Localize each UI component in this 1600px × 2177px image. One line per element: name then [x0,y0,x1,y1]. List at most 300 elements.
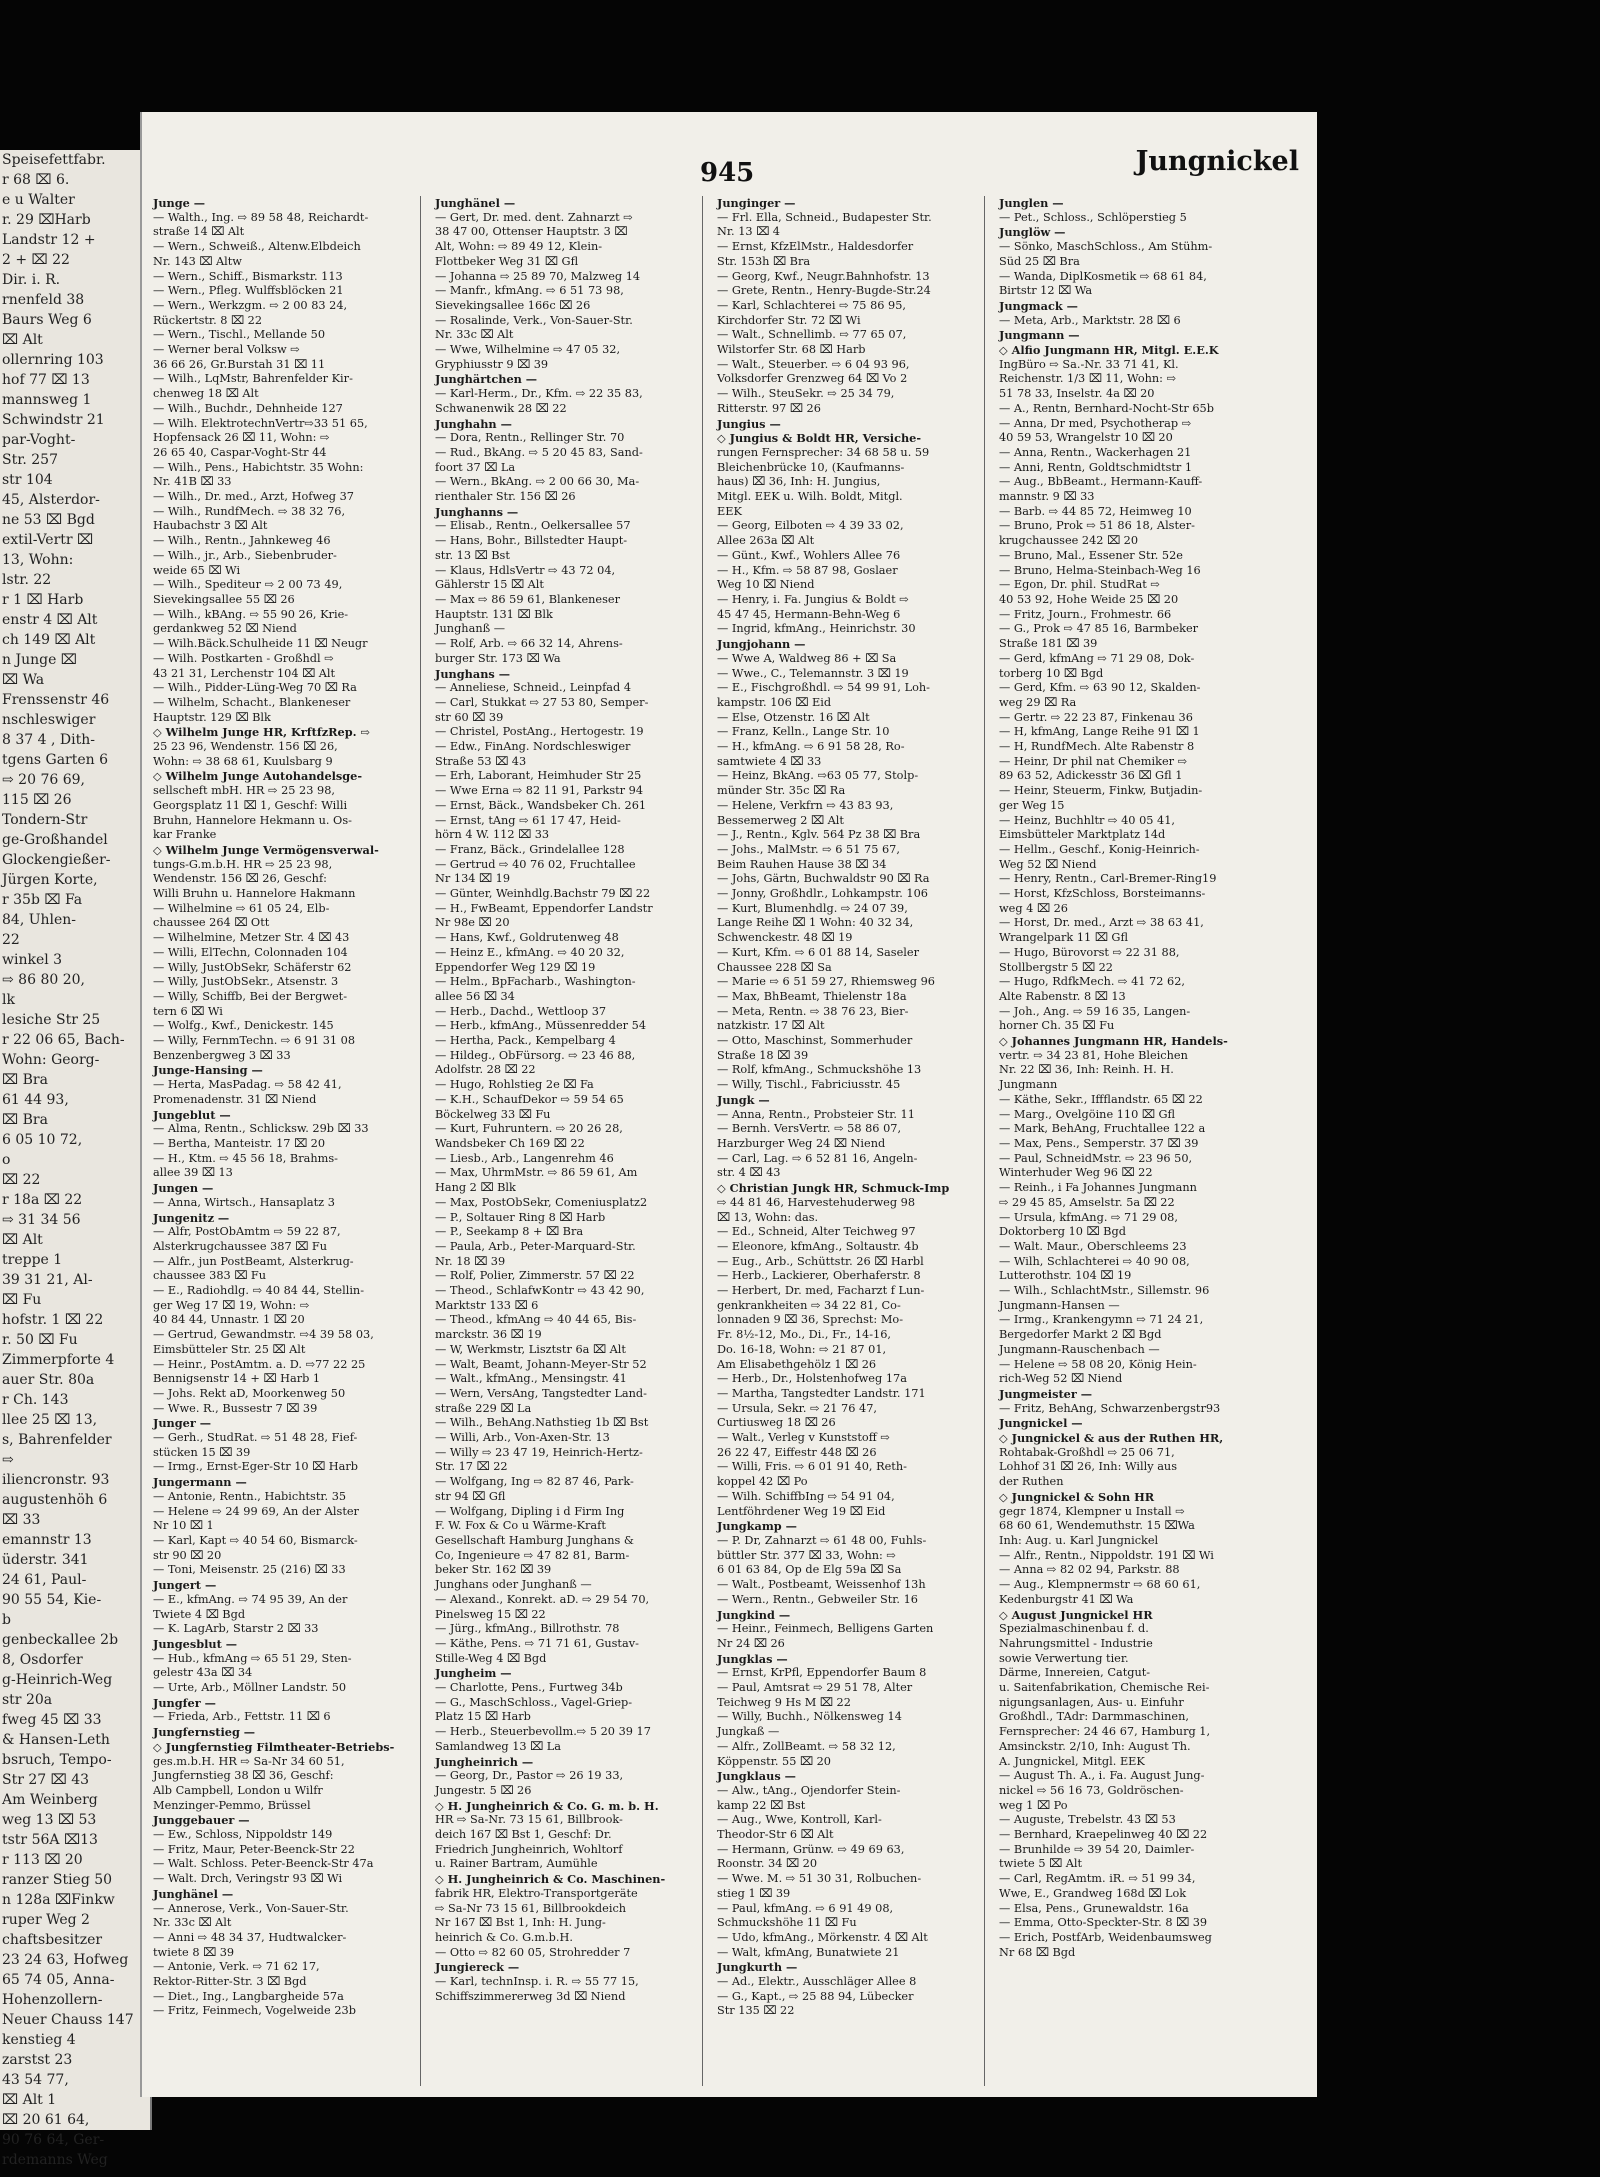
directory-entry-line: — Fritz, Feinmech, Vogelweide 23b [153,2004,356,2018]
directory-entry-line: — Grete, Rentn., Henry-Bugde-Str.24 [717,284,931,298]
margin-text-line: auer Str. 80a [2,1372,95,1388]
directory-entry-line: 38 47 00, Ottenser Hauptstr. 3 ⌧ [435,225,628,239]
directory-entry-line: 6 01 63 84, Op de Elg 59a ⌧ Sa [717,1563,902,1577]
directory-entry-line: — Irmg., Krankengymn ⇨ 71 24 21, [999,1313,1204,1327]
directory-entry-line: chaussee 383 ⌧ Fu [153,1269,267,1283]
margin-text-line: ranzer Stieg 50 [2,1872,113,1888]
directory-entry-line: — Otto ⇨ 82 60 05, Strohredder 7 [435,1945,631,1959]
directory-entry-line: — Georg, Kwf., Neugr.Bahnhofstr. 13 [717,269,930,283]
directory-entry-line: — Pet., Schloss., Schlöperstieg 5 [999,210,1187,224]
directory-entry-line: — Ursula, kfmAng. ⇨ 71 29 08, [999,1210,1178,1224]
directory-entry-line: — Helm., BpFacharb., Washington- [435,975,636,989]
directory-entry-line: — H, RundfMech. Alte Rabenstr 8 [999,740,1195,754]
directory-entry-line: — Alma, Rentn., Schlicksw. 29b ⌧ 33 [153,1122,369,1136]
column-3 [714,196,985,2086]
directory-entry-line: Curtiusweg 18 ⌧ 26 [717,1416,836,1430]
directory-entry-line: — Alfr, PostObAmtm ⇨ 59 22 87, [153,1225,341,1239]
directory-entry-line: — Gertrud, Gewandmstr. ⇨4 39 58 03, [153,1328,374,1342]
directory-entry-line: lonnaden 9 ⌧ 36, Sprechst: Mo- [717,1313,904,1327]
directory-entry-line: — Horst, Dr. med., Arzt ⇨ 38 63 41, [999,916,1204,930]
directory-entry-line: tungs-G.m.b.H. HR ⇨ 25 23 98, [153,857,333,871]
margin-text-line: Tondern-Str [2,812,88,828]
directory-entry-line: Wandsbeker Ch 169 ⌧ 22 [435,1137,585,1150]
margin-text-line: b [2,1612,11,1628]
directory-entry-line: — Bernhard, Kraepelinweg 40 ⌧ 22 [999,1828,1208,1842]
directory-entry-line: weg 1 ⌧ Po [999,1798,1068,1812]
directory-entry-line: — Wilh., kBAng. ⇨ 55 90 26, Krie- [153,607,349,621]
directory-entry-line: Straße 18 ⌧ 39 [717,1048,809,1062]
directory-entry-line: Nahrungsmittel - Industrie [999,1636,1153,1650]
directory-entry-line: — Rolf, Arb. ⇨ 66 32 14, Ahrens- [435,637,623,651]
directory-entry-line: — Bruno, Prok ⇨ 51 86 18, Alster- [999,519,1195,533]
margin-text-line: ⌧ Alt 1 [2,2092,57,2108]
directory-entry-line: Volksdorfer Grenzweg 64 ⌧ Vo 2 [717,372,908,386]
directory-entry-line: rich-Weg 52 ⌧ Niend [999,1372,1123,1386]
directory-entry-line: — Rosalinde, Verk., Von-Sauer-Str. [435,313,633,327]
margin-text-line: weg 13 ⌧ 53 [2,1812,97,1828]
directory-entry-line: — Kurt, Kfm. ⇨ 6 01 88 14, Saseler [717,945,919,959]
margin-text-line: r. 29 ⌧Harb [2,212,91,228]
directory-entry-line: Sievekingsallee 55 ⌧ 26 [153,592,295,606]
directory-entry-line: — Emma, Otto-Speckter-Str. 8 ⌧ 39 [999,1916,1208,1930]
directory-entry-line: straße 14 ⌧ Alt [153,225,245,239]
directory-entry-line: Junghänel — [435,196,516,210]
directory-entry-line: marckstr. 36 ⌧ 19 [435,1328,542,1342]
directory-entry-line: — Heinr., Feinmech, Belligens Garten [717,1622,934,1636]
directory-entry-line: — Helene ⇨ 58 08 20, König Hein- [999,1357,1197,1371]
directory-entry-line: ◇ Johannes Jungmann HR, Handels- [999,1034,1228,1049]
margin-text-line: g-Heinrich-Weg [2,1672,113,1688]
margin-text-line: r 35b ⌧ Fa [2,892,83,908]
directory-entry-line: — Brunhilde ⇨ 39 54 20, Daimler- [999,1842,1195,1856]
margin-text-line: Str. 257 [2,452,58,468]
directory-entry-line: Jungfer — [153,1695,216,1710]
directory-entry-line: — Liesb., Arb., Langenrehm 46 [435,1151,614,1165]
directory-entry-line: torberg 10 ⌧ Bgd [999,666,1104,680]
directory-entry-line: — Meta, Rentn. ⇨ 38 76 23, Bier- [717,1004,909,1018]
margin-text-line: hofstr. 1 ⌧ 22 [2,1312,104,1328]
directory-entry-line: Theodor-Str 6 ⌧ Alt [717,1828,834,1842]
directory-entry-line: — Reinh., i Fa Johannes Jungmann [999,1181,1197,1195]
directory-entry-line: — Hugo, RdfkMech. ⇨ 41 72 62, [999,975,1185,989]
directory-entry-line: ◇ Jungfernstieg Filmtheater-Betriebs- [153,1739,395,1754]
directory-entry-line: — Wilh., LqMstr, Bahrenfelder Kir- [153,372,353,386]
directory-entry-line: — Wern., Schweiß., Altenw.Elbdeich [153,240,361,254]
margin-text-line: tstr 56A ⌧13 [2,1832,98,1848]
directory-entry-line: Wwe, E., Grandweg 168d ⌧ Lok [999,1886,1187,1900]
margin-text-line: ⌧ Fu [2,1292,42,1308]
directory-entry-line: krugchaussee 242 ⌧ 20 [999,534,1139,548]
directory-entry-line: ger Weg 15 [999,798,1065,812]
margin-text-line: treppe 1 [2,1252,63,1268]
margin-text-line: bsruch, Tempo- [2,1752,112,1768]
directory-entry-line: — Antonie, Rentn., Habichtstr. 35 [153,1489,347,1503]
directory-entry-line: Bleichenbrücke 10, (Kaufmanns- [717,460,905,474]
directory-entry-line: chaussee 264 ⌧ Ott [153,916,270,930]
directory-entry-line: — Wwe Erna ⇨ 82 11 91, Parkstr 94 [435,784,644,798]
directory-entry-line: Stille-Weg 4 ⌧ Bgd [435,1651,547,1665]
directory-entry-line: — Wilh., Pidder-Lüng-Weg 70 ⌧ Ra [153,681,357,695]
directory-entry-line: — Walt, kfmAng, Bunatwiete 21 [717,1945,900,1959]
directory-entry-line: — Heinz, BkAng. ⇨63 05 77, Stolp- [717,769,919,783]
margin-text-line: 90 55 54, Kie- [2,1592,102,1608]
directory-entry-line: — Anna, Wirtsch., Hansaplatz 3 [153,1195,335,1209]
directory-entry-line: stieg 1 ⌧ 39 [717,1886,791,1900]
directory-entry-line: Jungmann [999,1078,1058,1092]
directory-entry-line: Jungmack — [999,298,1078,313]
directory-entry-line: F. W. Fox & Co u Wärme-Kraft [435,1519,606,1533]
directory-entry-line: mannstr. 9 ⌧ 33 [999,490,1095,504]
directory-entry-line: — Alfr., Rentn., Nippoldstr. 191 ⌧ Wi [999,1548,1214,1562]
directory-entry-line: — Ew., Schloss, Nippoldstr 149 [153,1828,333,1842]
margin-text-line: ⌧ Wa [2,672,45,688]
directory-entry-line: nigungsanlagen, Aus- u. Einfuhr [999,1695,1184,1709]
directory-entry-line: — Wilh. ElektrotechnVertr⇨33 51 65, [153,416,368,430]
margin-text-line: ⌧ Alt [2,1232,43,1248]
directory-entry-line: Benzenbergweg 3 ⌧ 33 [153,1048,291,1062]
directory-entry-line: Junghans oder Junghanß — [435,1578,592,1592]
directory-entry-line: Menzinger-Pemmo, Brüssel [153,1798,311,1812]
directory-entry-line: — Heinz, Buchhltr ⇨ 40 05 41, [999,813,1176,827]
directory-entry-line: Co, Ingenieure ⇨ 47 82 81, Barm- [435,1548,630,1562]
margin-text-line: winkel 3 [2,952,63,968]
directory-entry-line: — Gertrud ⇨ 40 76 02, Fruchtallee [435,857,636,871]
directory-entry-line: — Willi, Arb., Von-Axen-Str. 13 [435,1431,610,1445]
margin-text-line: ch 149 ⌧ Alt [2,632,96,648]
directory-entry-line: nickel ⇨ 56 16 73, Goldröschen- [999,1783,1184,1797]
directory-entry-line: — Karl, Kapt ⇨ 40 54 60, Bismarck- [153,1533,358,1547]
directory-entry-line: — Herbert, Dr. med, Facharzt f Lun- [717,1284,925,1298]
directory-entry-line: Schiffszimmererweg 3d ⌧ Niend [435,1989,626,2003]
directory-entry-line: — Udo, kfmAng., Mörkenstr. 4 ⌧ Alt [717,1930,928,1944]
directory-entry-line: — Ernst, KrPfl, Eppendorfer Baum 8 [717,1666,927,1680]
margin-text-line: 61 44 93, [2,1092,69,1108]
directory-entry-line: Jungeblut — [153,1107,231,1122]
margin-text-line: r 22 06 65, Bach- [2,1032,125,1048]
directory-entry-line: — Wilh. Postkarten - Großhdl ⇨ [153,651,334,665]
directory-entry-line: Nr. 33c ⌧ Alt [153,1916,232,1930]
directory-entry-line: — Wilh., RundfMech. ⇨ 38 32 76, [153,504,346,518]
directory-entry-line: Hang 2 ⌧ Blk [435,1181,516,1195]
directory-entry-line: — Wolfgang, Dipling i d Firm Ing [435,1504,625,1518]
directory-entry-line: str 94 ⌧ Gfl [435,1489,506,1503]
directory-entry-line: Junghanns — [435,504,519,519]
directory-entry-line: — Wanda, DiplKosmetik ⇨ 68 61 84, [999,269,1207,283]
directory-entry-line: — Carl, Lag. ⇨ 6 52 81 16, Angeln- [717,1151,918,1165]
directory-entry-line: ◇ H. Jungheinrich & Co. Maschinen- [435,1872,666,1887]
directory-entry-line: sellscheft mbH. HR ⇨ 25 23 98, [153,784,335,798]
directory-entry-line: — Willy, Schiffb, Bei der Bergwet- [153,989,348,1003]
directory-entry-line: Alt, Wohn: ⇨ 89 49 12, Klein- [435,240,603,254]
directory-entry-line: — Fritz, Journ., Frohmestr. 66 [999,607,1172,621]
directory-entry-line: — Heinz E., kfmAng. ⇨ 40 20 32, [435,945,625,959]
margin-text-line: r 18a ⌧ 22 [2,1192,83,1208]
directory-entry-line: — Wwe., C., Telemannstr. 3 ⌧ 19 [717,666,909,680]
directory-entry-line: — Walt. Schloss. Peter-Beenck-Str 47a [153,1857,374,1871]
directory-entry-line: Köppenstr. 55 ⌧ 20 [717,1754,831,1768]
margin-text-line: 84, Uhlen- [2,912,77,928]
directory-entry-line: Nr 98e ⌧ 20 [435,916,510,930]
directory-entry-line: Junge — [153,196,206,210]
directory-entry-line: twiete 8 ⌧ 39 [153,1945,235,1959]
directory-entry-line: sowie Verwertung tier. [999,1651,1129,1665]
directory-entry-line: str. 4 ⌧ 43 [717,1166,781,1180]
directory-entry-line: — Bernh. VersVertr. ⇨ 58 86 07, [717,1122,902,1136]
directory-entry-line: burger Str. 173 ⌧ Wa [435,651,561,665]
directory-entry-line: — Anna ⇨ 82 02 94, Parkstr. 88 [999,1563,1180,1577]
directory-entry-line: — Ernst, Bäck., Wandsbeker Ch. 261 [435,798,647,812]
directory-entry-line: — Herb., kfmAng., Müssenredder 54 [435,1019,647,1033]
directory-entry-line: — Ursula, Sekr. ⇨ 21 76 47, [717,1401,877,1415]
directory-entry-line: Jungjohann — [717,637,806,652]
directory-entry-line: Wohn: ⇨ 38 68 61, Kuulsbarg 9 [153,754,333,768]
directory-entry-line: ⇨ 29 45 85, Amselstr. 5a ⌧ 22 [999,1195,1175,1209]
directory-entry-line: kar Franke [153,828,217,842]
margin-text-line: Str 27 ⌧ 43 [2,1772,90,1788]
margin-text-line: Jürgen Korte, [2,872,98,888]
directory-entry-line: — G., Prok ⇨ 47 85 16, Barmbeker [999,622,1199,636]
directory-entry-line: — Frieda, Arb., Fettstr. 11 ⌧ 6 [153,1710,331,1724]
directory-entry-line: Samlandweg 13 ⌧ La [435,1739,562,1753]
directory-entry-line: — Meta, Arb., Marktstr. 28 ⌧ 6 [999,313,1181,327]
running-head: Jungnickel [1135,146,1299,177]
directory-entry-line: Weg 52 ⌧ Niend [999,857,1097,871]
directory-entry-line: — Georg, Dr., Pastor ⇨ 26 19 33, [435,1769,624,1783]
directory-entry-line: koppel 42 ⌧ Po [717,1475,808,1489]
directory-entry-line: — H., Kfm. ⇨ 58 87 98, Goslaer [717,563,898,577]
directory-entry-line: Stollbergstr 5 ⌧ 22 [999,960,1113,974]
directory-entry-line: Jungert — [153,1578,217,1593]
directory-entry-line: ⇨ 44 81 46, Harvestehuderweg 98 [717,1195,916,1209]
directory-entry-line: — Johs., MalMstr. ⇨ 6 51 75 67, [717,842,900,856]
directory-entry-line: ◇ Jungnickel & Sohn HR [999,1489,1155,1504]
directory-entry-line: der Ruthen [999,1475,1064,1489]
directory-entry-line: — Günter, Weinhdlg.Bachstr 79 ⌧ 22 [435,887,651,901]
directory-entry-line: — Willi, ElTechn, Colonnaden 104 [153,945,348,959]
directory-entry-line: Ritterstr. 97 ⌧ 26 [717,401,821,415]
margin-text-line: 43 54 77, [2,2072,69,2088]
directory-entry-line: — Wern., Pfleg. Wulffsblöcken 21 [153,284,344,298]
directory-entry-line: ◇ Christian Jungk HR, Schmuck-Imp [717,1181,950,1196]
directory-entry-line: — Hertha, Pack., Kempelbarg 4 [435,1034,616,1048]
directory-entry-line: — Alw., tAng., Ojendorfer Stein- [717,1783,901,1797]
directory-entry-line: — Walth., Ing. ⇨ 89 58 48, Reichardt- [153,210,369,224]
directory-entry-line: — Carl, Stukkat ⇨ 27 53 80, Semper- [435,695,649,709]
directory-entry-line: — Ernst, tAng ⇨ 61 17 47, Heid- [435,813,621,827]
directory-entry-line: ◇ Alfio Jungmann HR, Mitgl. E.E.K [999,343,1219,358]
directory-entry-line: — Otto, Maschinst, Sommerhuder [717,1034,913,1048]
directory-entry-line: — Kurt, Fuhruntern. ⇨ 20 26 28, [435,1122,623,1136]
directory-entry-line: — Hildeg., ObFürsorg. ⇨ 23 46 88, [435,1048,636,1062]
directory-entry-line: allee 39 ⌧ 13 [153,1166,233,1180]
directory-entry-line: — Elsa, Pens., Grunewaldstr. 16a [999,1901,1189,1915]
directory-entry-line: — Paul, SchneidMstr. ⇨ 23 96 50, [999,1151,1193,1165]
directory-entry-line: 68 60 61, Wendemuthstr. 15 ⌧Wa [999,1519,1195,1533]
margin-text-line: Hohenzollern- [2,1992,103,2008]
directory-entry-line: Kedenburgstr 41 ⌧ Wa [999,1592,1134,1606]
column-1 [150,196,421,2086]
directory-entry-line: 89 63 52, Adickesstr 36 ⌧ Gfl 1 [999,769,1183,783]
directory-entry-line: — Walt., Verleg v Kunststoff ⇨ [717,1431,890,1445]
directory-entry-line: — Ernst, KfzElMstr., Haldesdorfer [717,240,914,254]
directory-entry-line: Alte Rabenstr. 8 ⌧ 13 [999,989,1126,1003]
directory-entry-line: — Dora, Rentn., Rellinger Str. 70 [435,431,625,445]
directory-entry-line: Wendenstr. 156 ⌧ 26, Geschf: [153,872,327,886]
margin-text-line: llee 25 ⌧ 13, [2,1412,98,1428]
directory-entry-line: 40 84 44, Unnastr. 1 ⌧ 20 [153,1313,305,1327]
margin-text-line: Frenssenstr 46 [2,692,110,708]
directory-entry-line: — Joh., Ang. ⇨ 59 16 35, Langen- [999,1004,1191,1018]
directory-entry-line: Jungklaus — [717,1769,796,1784]
directory-entry-line: — Theod., kfmAng ⇨ 40 44 65, Bis- [435,1313,637,1327]
directory-entry-line: str 60 ⌧ 39 [435,710,504,724]
directory-entry-line: — Marie ⇨ 6 51 59 27, Rhiemsweg 96 [717,975,935,989]
directory-entry-line: — Wern., Schiff., Bismarkstr. 113 [153,269,343,283]
directory-entry-line: deich 167 ⌧ Bst 1, Geschf: Dr. [435,1828,612,1842]
directory-entry-line: Jungmann-Hansen — [999,1298,1120,1312]
directory-entry-line: Junge-Hansing — [153,1063,263,1078]
margin-text-line: Glockengießer- [2,852,111,868]
directory-entry-line: Bruhn, Hannelore Hekmann u. Os- [153,813,352,827]
directory-entry-line: — Anna, Dr med, Psychotherap ⇨ [999,416,1192,430]
directory-entry-line: 40 53 92, Hohe Weide 25 ⌧ 20 [999,592,1179,606]
margin-text-line: ollernring 103 [2,352,104,368]
margin-text-line: emannstr 13 [2,1532,92,1548]
directory-entry-line: Jungen — [153,1181,214,1196]
directory-entry-line: — Ad., Elektr., Ausschläger Allee 8 [717,1975,917,1989]
margin-text-line: 115 ⌧ 26 [2,792,72,808]
directory-entry-line: Jungfernstieg 38 ⌧ 36, Geschf: [153,1769,334,1783]
directory-entry-line: — E., Fischgroßhdl. ⇨ 54 99 91, Loh- [717,681,930,695]
directory-entry-line: u. Rainer Bartram, Aumühle [435,1857,598,1871]
directory-entry-line: — Wilh, Schlachterei ⇨ 40 90 08, [999,1254,1190,1268]
directory-entry-line: — W, Werkmstr, Lisztstr 6a ⌧ Alt [435,1342,626,1356]
directory-entry-line: Wilstorfer Str. 68 ⌧ Harb [717,343,866,357]
directory-entry-line: Jungkurth — [717,1960,798,1975]
directory-entry-line: Jungklas — [717,1651,788,1666]
directory-entry-line: — Wilh.Bäck.Schulheide 11 ⌧ Neugr [153,637,368,651]
directory-entry-line: Alsterkrugchaussee 387 ⌧ Fu [153,1239,327,1253]
directory-entry-line: Nr 68 ⌧ Bgd [999,1945,1076,1959]
directory-entry-line: — Willy, Tischl., Fabriciusstr. 45 [717,1078,901,1092]
directory-entry-line: — Urte, Arb., Möllner Landstr. 50 [153,1681,347,1695]
directory-entry-line: — Gertr. ⇨ 22 23 87, Finkenau 36 [999,710,1193,724]
directory-entry-line: — Wilh., Dr. med., Arzt, Hofweg 37 [153,490,354,504]
directory-entry-line: Roonstr. 34 ⌧ 20 [717,1857,818,1871]
directory-entry-line: 25 23 96, Wendenstr. 156 ⌧ 26, [153,740,338,754]
margin-text-line: s, Bahrenfelder [2,1432,112,1448]
directory-entry-line: büttler Str. 377 ⌧ 33, Wohn: ⇨ [717,1548,896,1562]
directory-entry-line: gegr 1874, Klempner u Install ⇨ [999,1504,1185,1518]
directory-entry-line: rienthaler Str. 156 ⌧ 26 [435,490,576,504]
directory-entry-line: foort 37 ⌧ La [435,460,516,474]
directory-entry-line: Reichenstr. 1/3 ⌧ 11, Wohn: ⇨ [999,372,1177,386]
margin-text-line: 39 31 21, Al- [2,1272,93,1288]
directory-entry-line: — Manfr., kfmAng. ⇨ 6 51 73 98, [435,284,624,298]
directory-entry-line: münder Str. 35c ⌧ Ra [717,784,846,798]
directory-entry-line: Süd 25 ⌧ Bra [999,254,1080,268]
directory-entry-line: — Wern., Rentn., Gebweiler Str. 16 [717,1592,918,1606]
directory-entry-line: — Herb., Lackierer, Oberhaferstr. 8 [717,1269,921,1283]
directory-entry-line: Straße 181 ⌧ 39 [999,637,1098,651]
directory-entry-line: IngBüro ⇨ Sa.-Nr. 33 71 41, Kl. [999,357,1179,371]
directory-entry-line: — Auguste, Trebelstr. 43 ⌧ 53 [999,1813,1176,1827]
directory-entry-line: — Erich, PostfArb, Weidenbaumsweg [999,1930,1212,1944]
margin-text-line: augustenhöh 6 [2,1492,108,1508]
directory-entry-line: Bergedorfer Markt 2 ⌧ Bgd [999,1328,1162,1342]
directory-entry-line: — Karl, technInsp. i. R. ⇨ 55 77 15, [435,1975,639,1989]
directory-entry-line: — Hellm., Geschf., Konig-Heinrich- [999,842,1200,856]
directory-entry-line: — Gerd, Kfm. ⇨ 63 90 12, Skalden- [999,681,1201,695]
directory-entry-line: Nr. 41B ⌧ 33 [153,475,232,489]
directory-entry-line: gelestr 43a ⌧ 34 [153,1666,253,1680]
directory-entry-line: — Walt., kfmAng., Mensingstr. 41 [435,1372,627,1386]
directory-entry-line: — August Th. A., i. Fa. August Jung- [999,1769,1205,1783]
directory-entry-line: Großhdl., TAdr: Darmmaschinen, [999,1710,1189,1724]
directory-entry-line: Fernsprecher: 24 46 67, Hamburg 1, [999,1725,1211,1739]
directory-entry-line: Hauptstr. 131 ⌧ Blk [435,607,553,621]
margin-text-line: tgens Garten 6 [2,752,109,768]
directory-entry-line: — Martha, Tangstedter Landstr. 171 [717,1386,926,1400]
directory-entry-line: Rohtabak-Großhdl ⇨ 25 06 71, [999,1445,1175,1459]
directory-entry-line: Nr 10 ⌧ 1 [153,1519,214,1533]
directory-entry-line: Junginger — [717,196,796,210]
directory-entry-line: — Christel, PostAng., Hertogestr. 19 [435,725,644,739]
directory-entry-line: — Ingrid, kfmAng., Heinrichstr. 30 [717,622,916,636]
directory-entry-line: Jungkamp — [717,1519,797,1534]
directory-entry-line: — K. LagArb, Starstr 2 ⌧ 33 [153,1622,319,1636]
directory-entry-line: — Jonny, Großhdlr., Lohkampstr. 106 [717,887,928,901]
directory-entry-line: Schmuckshöhe 11 ⌧ Fu [717,1916,857,1930]
directory-entry-line: — Theod., SchlafwKontr ⇨ 43 42 90, [435,1284,645,1298]
directory-entry-line: Nr 134 ⌧ 19 [435,872,511,886]
directory-entry-line: chenweg 18 ⌧ Alt [153,387,259,401]
directory-entry-line: ger Weg 17 ⌧ 19, Wohn: ⇨ [153,1298,310,1312]
margin-text-line: ne 53 ⌧ Bgd [2,512,95,528]
directory-entry-line: Junghanß — [435,622,506,636]
directory-entry-line: hörn 4 W. 112 ⌧ 33 [435,828,550,842]
directory-entry-line: — Willy, JustObSekr, Schäferstr 62 [153,960,352,974]
directory-entry-line: — H., kfmAng. ⇨ 6 91 58 28, Ro- [717,740,905,754]
directory-entry-line: kampstr. 106 ⌧ Eid [717,695,832,709]
directory-entry-line: — Hugo, Bürovorst ⇨ 22 31 88, [999,945,1180,959]
directory-entry-line: samtwiete 4 ⌧ 33 [717,754,822,768]
directory-entry-line: HR ⇨ Sa-Nr. 73 15 61, Billbrook- [435,1813,623,1827]
directory-entry-line: Junger — [153,1416,212,1431]
directory-entry-line: — Paula, Arb., Peter-Marquard-Str. [435,1239,636,1253]
directory-entry-line: — Alfr., jun PostBeamt, Alsterkrug- [153,1254,354,1268]
directory-entry-line: — Wilh., SchlachtMstr., Sillemstr. 96 [999,1284,1210,1298]
margin-text-line: ⇨ 20 76 69, [2,772,85,788]
margin-text-line: ⌧ 33 [2,1512,41,1528]
directory-entry-line: A. Jungnickel, Mitgl. EEK [999,1754,1145,1768]
directory-entry-line: Junghärtchen — [435,372,538,387]
directory-entry-line: 26 22 47, Eiffestr 448 ⌧ 26 [717,1445,877,1459]
column-2 [432,196,703,2086]
directory-entry-line: — Karl, Schlachterei ⇨ 75 86 95, [717,298,907,312]
margin-text-line: o [2,1152,11,1168]
directory-entry-line: straße 229 ⌧ La [435,1401,532,1415]
directory-entry-line: — Wilhelm, Schacht., Blankeneser [153,695,351,709]
margin-text-line: 13, Wohn: [2,552,74,568]
margin-text-line: 6 05 10 72, [2,1132,83,1148]
directory-entry-line: — Aug., BbBeamt., Hermann-Kauff- [999,475,1203,489]
directory-entry-line: — Fritz, BehAng, Schwarzenbergstr93 [999,1401,1221,1415]
directory-entry-line: Nr. 143 ⌧ Altw [153,254,242,268]
margin-text-line: r 68 ⌧ 6. [2,172,70,188]
directory-entry-line: Nr. 22 ⌧ 36, Inh: Reinh. H. H. [999,1063,1174,1077]
directory-entry-line: — Horst, KfzSchloss, Borsteimanns- [999,887,1206,901]
